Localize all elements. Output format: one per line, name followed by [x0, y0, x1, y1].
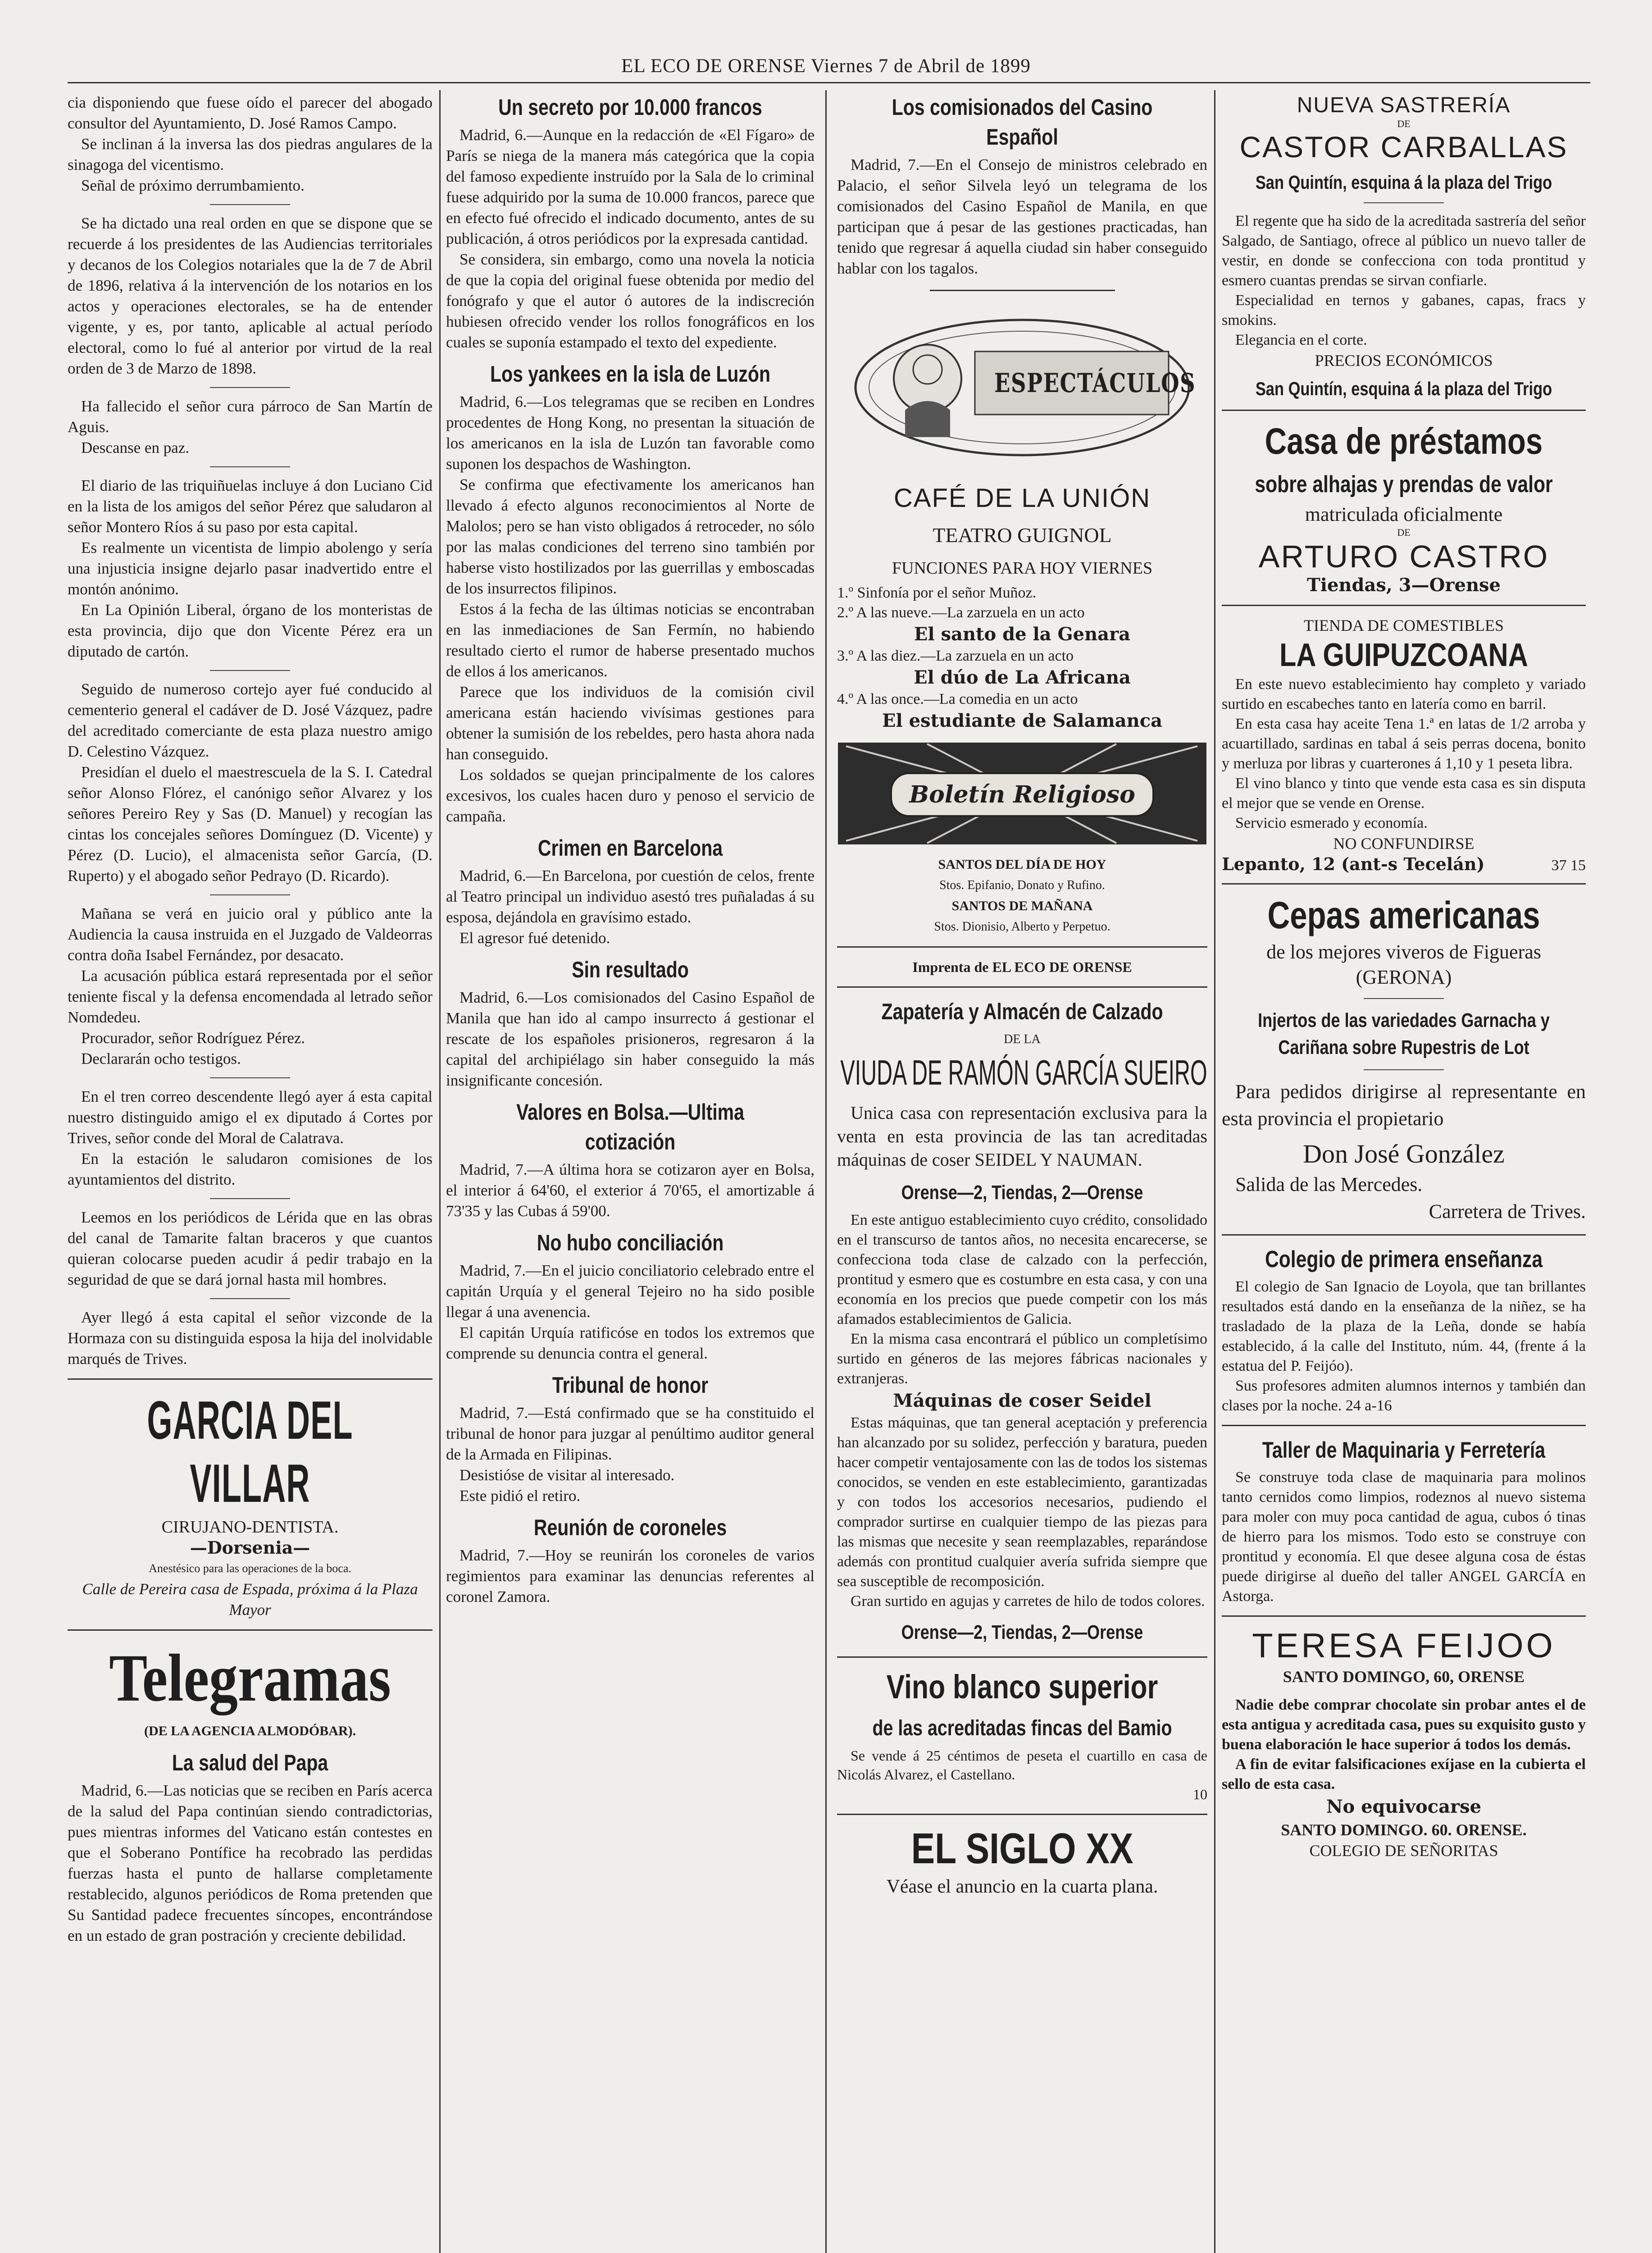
dentist-ad-product: —Dorsenia— — [190, 1537, 310, 1558]
column-divider — [439, 90, 441, 2253]
boletin-banner — [837, 742, 1207, 845]
theatre-name: TEATRO GUIGNOL — [933, 524, 1112, 547]
ad-line: (GERONA) — [1356, 966, 1452, 988]
news-paragraph: Presidían el duelo el maestrescuela de la S. I. Catedral señor Alonso Flórez, el canónigo señor Alvarez y los señores Pereiro Rey y Sas (D. Manuel) y recogían las cintas los concejales señores Domínguez (D. Vicente) y Pérez (D. Lucio), el almacenista señor García, (D. Ruperto) y el abogado señor Pedrayo (D. Ricardo). — [68, 763, 432, 885]
news-paragraph: El agresor fué detenido. — [460, 929, 610, 947]
siglo-note: Véase el anuncio en la cuarta plana. — [886, 1876, 1158, 1897]
ad-line: NO CONFUNDIRSE — [1333, 835, 1475, 853]
ad-address: San Quintín, esquina á la plaza del Trigo — [1255, 172, 1552, 193]
ad-name: LA GUIPUZCOANA — [1279, 637, 1528, 673]
news-paragraph: Madrid, 7.—Está confirmado que se ha constituido el tribunal de honor para juzgar al penúltimo auditor general de la Armada en Filipinas. — [446, 1404, 815, 1463]
boletin-title: Boletín Religioso — [909, 781, 1135, 808]
ad-line: matriculada oficialmente — [1305, 503, 1503, 525]
news-paragraph: Madrid, 6.—En Barcelona, por cuestión de celos, frente al Teatro principal un individuo asestó tres puñaladas á su esposa, dejándola en gravísimo estado. — [446, 867, 815, 926]
news-paragraph: Señal de próximo derrumbamiento. — [81, 177, 305, 194]
saints-today: Stos. Epifanio, Donato y Rufino. — [939, 878, 1105, 892]
programme-work: El santo de la Genara — [914, 624, 1131, 645]
news-paragraph: Madrid, 6.—Los comisionados del Casino Español de Manila que han ido al campo insurrecto á gestionar el rescate de los españoles prisioneros, regresaron á la capital del archipiélago sin haber conseguido la más insignificante concesión. — [446, 989, 815, 1089]
headline: Crimen en Barcelona — [537, 835, 723, 861]
separator — [930, 290, 1115, 291]
news-paragraph: Se considera, sin embargo, como una novela la noticia de que la copia del original fuese obtenida por medio del fonógrafo y que el autor ó autores de la indiscreción hubiesen ofrecido vender los rollos fonográficos en los cuales se suponía estampado el texto del expediente. — [446, 251, 815, 351]
ad-paragraph: Elegancia en el corte. — [1235, 332, 1367, 348]
ad-paragraph: El colegio de San Ignacio de Loyola, que tan brillantes resultados está dando en la enseñanza de la niñez, se ha trasladado de la plaza de la Leña, donde se había establecido, á la calle del Instituto, núm. 44, (frente á la estatua del P. Feijóo). — [1222, 1278, 1586, 1374]
ad-de: DE — [1397, 118, 1411, 129]
programme-work: El estudiante de Salamanca — [882, 710, 1162, 731]
ad-de: DE — [1397, 527, 1411, 538]
news-paragraph: El capitán Urquía ratificóse en todos los extremos que comprende su denuncia contra el general. — [446, 1324, 815, 1362]
shop-paragraph: Unica casa con representación exclusiva para la venta en esta provincia de las tan acreditadas máquinas de coser SEIDEL Y NAUMAN. — [837, 1103, 1207, 1170]
separator — [68, 1629, 432, 1631]
news-paragraph: Estos á la fecha de las últimas noticias se encontraban en las inmediaciones de San Fermín, no habiendo resultado cierto el rumor de haberse presentado muchos de ellos á los americanos. — [446, 600, 815, 680]
ad-warning: No equivocarse — [1326, 1796, 1482, 1817]
ad-heading: Colegio de primera enseñanza — [1265, 1246, 1543, 1272]
shop-paragraph: Estas máquinas, que tan general aceptación y preferencia han alcanzado por su solidez, perfección y baratura, pueden hacer competir ventajosamente con las de todos los sistemas conocidos, se venden en este establecimiento, garantizadas y con todos los accesorios necesarios, pudiendo el comprador surtirse en cualquier tiempo de las piezas para las mismas que necesite y sean reemplazables, reparándose además con prontitud cualquier avería sufrida siempre que sea susceptible de recomposición. — [837, 1414, 1207, 1590]
column-3 — [837, 92, 1207, 2253]
ad-paragraph: El regente que ha sido de la acreditada sastrería del señor Salgado, de Santiago, ofrece al público un nuevo taller de vestir, en donde se confecciona con toda prontitud y esmero cuantas prendas se sirvan confiarle. — [1222, 213, 1586, 289]
separator — [837, 946, 1207, 948]
separator — [210, 204, 290, 205]
ad-address: SANTO DOMINGO, 60, ORENSE — [1283, 1668, 1525, 1686]
programme-work: El dúo de La Africana — [914, 667, 1131, 688]
news-paragraph: Madrid, 6.—Las noticias que se reciben en París acerca de la salud del Papa continúan siendo contradictorias, pues mientras informes del Vaticano están contestes en que el Soberano Pontífice ha recobrado las perdidas fuerzas hasta el punto de hallarse completamente restablecido, algunos periódicos de Roma pretenden que Su Santidad padece frecuentes síncopes, encontrándose en un estado de gran postración y creciente debilidad. — [68, 1782, 432, 1944]
ad-line: Salida de las Mercedes. — [1235, 1173, 1423, 1195]
ad-paragraph: Servicio esmerado y economía. — [1235, 815, 1428, 831]
news-paragraph: Madrid, 6.—Aunque en la redacción de «El Fígaro» de París se niega de la manera más categórica que la copia del famoso expediente instruído por la Sala de lo criminal fuese adquirido por la suma de 10.000 francos, parece que en efecto fué ofrecido el indicado documento, antes de su publicación, á otros periódicos por la expresada cantidad. — [446, 126, 815, 247]
news-paragraph: cia disponiendo que fuese oído el parecer del abogado consultor del Ayuntamiento, D. José Ramos Campo. — [68, 94, 432, 132]
wine-title: Vino blanco superior — [886, 1668, 1158, 1706]
news-paragraph: Declararán ocho testigos. — [81, 1050, 241, 1067]
ad-prices: PRECIOS ECONÓMICOS — [1315, 351, 1493, 369]
ad-address: Lepanto, 12 (ant-s Tecelán) — [1222, 854, 1485, 874]
separator — [837, 986, 1207, 988]
ad-paragraph: En este nuevo establecimiento hay completo y variado surtido en escabeches tanto en latería como en barril. — [1222, 676, 1586, 712]
ad-paragraph: Especialidad en ternos y gabanes, capas, fracs y smokins. — [1222, 292, 1586, 328]
news-paragraph: En el tren correo descendente llegó ayer á esta capital nuestro distinguido amigo el ex diputado á Cortes por Trives, señor conde del Moral de Calatrava. — [68, 1088, 432, 1147]
news-paragraph: Madrid, 7.—En el Consejo de ministros celebrado en Palacio, el señor Silvela leyó un telegrama de los comisionados del Casino Español de Manila, en que participan que á pesar de las gestiones practicadas, han tenido que regresar á aquella ciudad sin haber conseguido hablar con los tagalos. — [837, 156, 1207, 277]
sewing-machines-title: Máquinas de coser Seidel — [893, 1390, 1151, 1411]
ad-paragraph: Para pedidos dirigirse al representante en esta provincia el propietario — [1222, 1081, 1586, 1130]
news-paragraph: Es realmente un vicentista de limpio abolengo y sería una injusticia insigne dejarlo pasar inadvertido entre el montón anónimo. — [68, 539, 432, 598]
separator — [210, 466, 290, 467]
separator — [1222, 1615, 1586, 1617]
column-1 — [68, 92, 432, 2253]
news-paragraph: Ayer llegó á esta capital el señor vizconde de la Hormaza con su distinguida esposa la hija del inolvidable marqués de Trives. — [68, 1309, 432, 1368]
ad-subheading: Injertos de las variedades Garnacha y Cariñana sobre Rupestris de Lot — [1258, 1009, 1550, 1058]
ad-name: ARTURO CASTRO — [1258, 539, 1549, 574]
news-paragraph: Se ha dictado una real orden en que se dispone que se recuerde á los presidentes de las Audiencias territoriales y decanos de los Colegios notariales que la de 7 de Abril de 1896, relativa á la intervención de los notarios en los actos y operaciones electorales, se ha de entender vigente, y es, por tanto, aplicable al actual período electoral, como lo fué al anterior por virtud de la real orden de 3 de Marzo de 1898. — [68, 214, 432, 377]
news-paragraph: Descanse en paz. — [81, 439, 190, 456]
separator — [1222, 883, 1586, 885]
ad-paragraph: En esta casa hay aceite Tena 1.ª en latas de 1/2 arroba y acuartillado, sardinas en tabal á seis perras docena, bonito y merluza por libras y cuarterones á 1,10 y 1 peseta libra. — [1222, 716, 1586, 772]
programme-item: 3.º A las diez.—La zarzuela en un acto — [837, 648, 1074, 664]
ad-heading: Casa de préstamos — [1265, 421, 1543, 462]
separator — [1364, 1069, 1444, 1070]
separator — [210, 1298, 290, 1299]
ad-paragraph: El vino blanco y tinto que vende esta casa es sin disputa el mejor que se vende en Orense. — [1222, 775, 1586, 812]
separator — [210, 670, 290, 671]
separator — [210, 894, 290, 895]
shop-title: Zapatería y Almacén de Calzado — [881, 999, 1163, 1024]
separator — [1364, 202, 1444, 203]
espectaculos-logo — [846, 302, 1198, 473]
dentist-ad-title: CIRUJANO-DENTISTA. — [161, 1518, 339, 1537]
headline: Sin resultado — [572, 957, 689, 982]
headline: Un secreto por 10.000 francos — [498, 95, 762, 120]
separator — [1222, 410, 1586, 411]
shop-paragraph: En este antiguo establecimiento cuyo crédito, consolidado en el transcurso de tantos años, no necesita encarecerse, se confecciona toda clase de calzado con la perfección, prontitud y esmero que es costumbre en esta casa, y con una economía en los precios que puede competir con los más afamados establecimientos de Galicia. — [837, 1212, 1207, 1327]
separator — [68, 1378, 432, 1380]
separator — [837, 1656, 1207, 1658]
ad-name: Don José González — [1303, 1139, 1505, 1168]
separator — [1222, 605, 1586, 606]
separator — [837, 1814, 1207, 1815]
page-header: EL ECO DE ORENSE Viernes 7 de Abril de 1899 — [621, 55, 1031, 77]
news-paragraph: Madrid, 7.—Hoy se reunirán los coroneles de varios regimientos para examinar las denuncias referentes al coronel Zamora. — [446, 1546, 815, 1605]
ad-line: de los mejores viveros de Figueras — [1266, 941, 1541, 963]
news-paragraph: Madrid, 7.—En el juicio conciliatorio celebrado entre el capitán Urquía y el general Tejeiro no ha sido posible llegar á una avenencia. — [446, 1262, 815, 1321]
cafe-name: CAFÉ DE LA UNIÓN — [893, 483, 1151, 513]
ad-line: Carretera de Trives. — [1429, 1200, 1586, 1222]
news-paragraph: En la estación le saludaron comisiones de los ayuntamientos del distrito. — [68, 1150, 432, 1188]
separator — [1222, 1425, 1586, 1426]
headline: No hubo conciliación — [537, 1230, 724, 1255]
header-rule — [68, 82, 1590, 83]
news-paragraph: Procurador, señor Rodríguez Pérez. — [81, 1029, 305, 1047]
headline: La salud del Papa — [172, 1750, 328, 1775]
column-2 — [446, 92, 815, 2253]
programme-list — [837, 583, 1207, 733]
dentist-ad-line: Anestésico para las operaciones de la boca. — [149, 1562, 351, 1575]
shop-owner: VIUDA DE RAMÓN GARCÍA SUEIRO — [840, 1053, 1207, 1092]
ad-name: CASTOR CARBALLAS — [1239, 130, 1568, 164]
shop-address: Orense—2, Tiendas, 2—Orense — [901, 1621, 1143, 1643]
headline: Los comisionados del Casino Español — [892, 95, 1153, 150]
ad-code: 37 15 — [1551, 857, 1586, 874]
ad-address: SANTO DOMINGO. 60. ORENSE. — [1281, 1821, 1527, 1839]
news-paragraph: Mañana se verá en juicio oral y público ante la Audiencia la causa instruida en el Juzgado de Valdeorras contra doña Isabel Fernández, por desacato. — [68, 905, 432, 964]
wine-code: 10 — [1193, 1786, 1207, 1802]
dentist-ad-name: GARCIA DEL VILLAR — [147, 1390, 353, 1514]
saints-title: SANTOS DE MAÑANA — [951, 898, 1093, 913]
news-paragraph: Madrid, 6.—Los telegramas que se reciben en Londres procedentes de Hong Kong, no presentan la situación de los americanos en la isla de Luzón tan favorable como suponen los despachos de Washington. — [446, 393, 815, 473]
programme-title: FUNCIONES PARA HOY VIERNES — [892, 559, 1153, 578]
shop-dela: DE LA — [1004, 1032, 1041, 1046]
column-divider — [1214, 90, 1215, 2253]
headline: Tribunal de honor — [552, 1373, 709, 1398]
espectaculos-logo-text: ESPECTÁCULOS — [994, 368, 1196, 398]
news-paragraph: Ha fallecido el señor cura párroco de San Martín de Aguis. — [68, 397, 432, 436]
ad-line: COLEGIO DE SEÑORITAS — [1309, 1842, 1498, 1860]
ad-line: TIENDA DE COMESTIBLES — [1304, 616, 1504, 634]
programme-item: 4.º A las once.—La comedia en un acto — [837, 691, 1078, 707]
programme-item: 1.º Sinfonía por el señor Muñoz. — [837, 584, 1037, 601]
headline: Los yankees en la isla de Luzón — [490, 361, 771, 387]
ad-heading: Cepas americanas — [1267, 894, 1540, 936]
news-paragraph: En La Opinión Liberal, órgano de los monteristas de esta provincia, dijo que don Vicente Pérez era un diputado de cartón. — [68, 601, 432, 660]
news-paragraph: Leemos en los periódicos de Lérida que en las obras del canal de Tamarite faltan braceros y que cuantos quieran colocarse pueden acudir á pedir trabajo en la seguridad de que se dará jornal hasta mil hombres. — [68, 1209, 432, 1288]
separator — [210, 387, 290, 388]
column-4 — [1222, 92, 1586, 2253]
wine-paragraph: Se vende á 25 céntimos de peseta el cuartillo en casa de Nicolás Alvarez, el Castellano. — [837, 1747, 1207, 1783]
shop-paragraph: Gran surtido en agujas y carretes de hilo de todos colores. — [851, 1593, 1205, 1610]
news-paragraph: Parece que los individuos de la comisión civil americana están haciendo vivísimas gestiones para obtener la sumisión de los rebeldes, pero hasta ahora nada han conseguido. — [446, 683, 815, 763]
ad-address: San Quintín, esquina á la plaza del Trigo — [1255, 378, 1552, 399]
saints-tomorrow: Stos. Dionisio, Alberto y Perpetuo. — [934, 920, 1110, 934]
separator — [210, 1077, 290, 1078]
news-paragraph: La acusación pública estará representada por el señor teniente fiscal y la defensa encomendada al letrado señor Nomdedeu. — [68, 967, 432, 1026]
ad-name: TERESA FEIJOO — [1252, 1627, 1556, 1665]
ad-heading: NUEVA SASTRERÍA — [1297, 93, 1511, 117]
saints-title: SANTOS DEL DÍA DE HOY — [938, 857, 1106, 872]
telegrams-title: Telegramas — [109, 1641, 391, 1715]
ad-paragraph: Nadie debe comprar chocolate sin probar antes el de esta antigua y acreditada casa, pues su exquisito gusto y buena elaboración le hace superior á todos los demás. — [1222, 1697, 1586, 1753]
shop-address: Orense—2, Tiendas, 2—Orense — [901, 1181, 1143, 1204]
column-divider — [825, 90, 827, 2253]
ad-subheading: sobre alhajas y prendas de valor — [1255, 471, 1553, 497]
telegrams-source: (DE LA AGENCIA ALMODÓBAR). — [144, 1724, 356, 1738]
siglo-title: EL SIGLO XX — [911, 1824, 1133, 1873]
news-paragraph: Los soldados se quejan principalmente de los calores excesivos, los cuales hacen duro y penoso el servicio de campaña. — [446, 766, 815, 825]
ad-heading: Taller de Maquinaria y Ferretería — [1262, 1437, 1546, 1463]
dentist-ad-address: Calle de Pereira casa de Espada, próxima á la Plaza Mayor — [82, 1580, 418, 1619]
ad-address-row — [1222, 854, 1586, 874]
headline: Valores en Bolsa.—Ultima cotización — [516, 1099, 744, 1154]
headline: Reunión de coroneles — [533, 1515, 727, 1540]
separator — [210, 1198, 290, 1199]
ad-paragraph: A fin de evitar falsificaciones exíjase en la cubierta el sello de esta casa. — [1222, 1756, 1586, 1792]
news-paragraph: Se confirma que efectivamente los americanos han llevado á efecto algunos reconocimientos al Norte de Malolos; pero se han visto obligados á retroceder, no sólo por las malas condiciones del terreno sino también por haberse visto hostilizados por las guerrillas y emboscadas de los insurrectos filipinos. — [446, 476, 815, 597]
news-paragraph: Madrid, 7.—A última hora se cotizaron ayer en Bolsa, el interior á 64'60, el exterior á 70'65, el amortizable á 73'35 y las Cubas á 59'00. — [446, 1161, 815, 1220]
news-paragraph: Este pidió el retiro. — [460, 1487, 581, 1505]
news-paragraph: Se inclinan á la inversa las dos piedras angulares de la sinagoga del vicentismo. — [68, 135, 432, 173]
ad-address: Tiendas, 3—Orense — [1307, 575, 1501, 596]
news-paragraph: Seguido de numeroso cortejo ayer fué conducido al cementerio general el cadáver de D. José Vázquez, padre del acreditado comerciante de esta plaza nuestro amigo D. Celestino Vázquez. — [68, 680, 432, 760]
separator — [1364, 998, 1444, 999]
news-paragraph: Desistióse de visitar al interesado. — [460, 1466, 675, 1484]
separator — [1222, 1234, 1586, 1236]
wine-subtitle: de las acreditadas fincas del Bamio — [872, 1716, 1172, 1740]
news-paragraph: El diario de las triquiñuelas incluye á don Luciano Cid en la lista de los amigos del señor Pérez que saludaron al señor Montero Ríos á su paso por esta capital. — [68, 477, 432, 536]
printer-line: Imprenta de EL ECO DE ORENSE — [912, 959, 1132, 975]
shop-paragraph: En la misma casa encontrará el público un completísimo surtido en géneros de las mejores fábricas nacionales y extranjeras. — [837, 1331, 1207, 1387]
programme-item: 2.º A las nueve.—La zarzuela en un acto — [837, 604, 1085, 621]
ad-paragraph: Sus profesores admiten alumnos internos y también dan clases por la noche. 24 a-16 — [1222, 1377, 1586, 1414]
ad-paragraph: Se construye toda clase de maquinaria para molinos tanto cernidos como limpios, rodeznos al nuevo sistema para moler con muy poca cantidad de agua, cubos ó tinas de hierro para los mismos. Todo esto se construye con prontitud y economía. El que desee alguna cosa de éstas puede dirigirse al dueño del taller ANGEL GARCÍA en Astorga. — [1222, 1469, 1586, 1605]
